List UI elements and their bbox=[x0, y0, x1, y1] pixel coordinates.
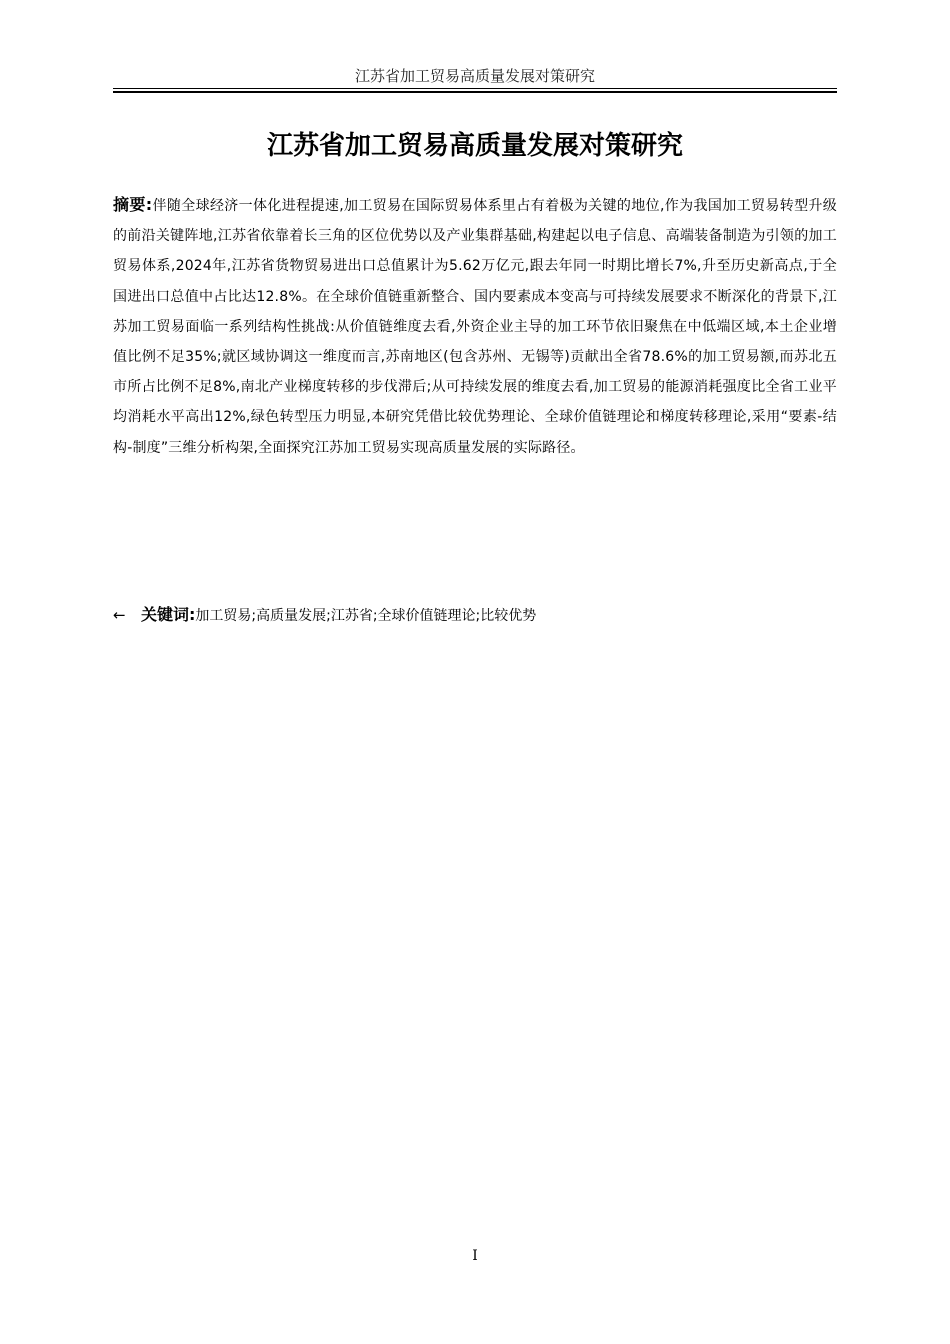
page-number: I bbox=[472, 1248, 478, 1264]
abstract-label: 摘要: bbox=[113, 195, 153, 214]
return-arrow-icon: ← bbox=[113, 606, 126, 624]
document-title: 江苏省加工贸易高质量发展对策研究 bbox=[266, 131, 683, 161]
keywords-label: 关键词: bbox=[141, 605, 196, 624]
keywords-text: 加工贸易;高质量发展;江苏省;全球价值链理论;比较优势 bbox=[195, 608, 537, 624]
abstract-text: 伴随全球经济一体化进程提速,加工贸易在国际贸易体系里占有着极为关键的地位,作为我国加工贸易转型升级的前沿关键阵地,江苏省依靠着长三角的区位优势以及产业集群基础,构建起以电子信息、高端装备制造为引领的加工贸易体系,2024年,江苏省货物贸易进出口总值累计为5.62万亿元,跟去年同一时期比增长7%,升至历史新高点,于全国进出口总值中占比达12.8%。在全球价值链重新整合、国内要素成本变高与可持续发展要求不断深化的背景下,江苏加工贸易面临一系列结构性挑战:从价值链维度去看,外资企业主导的加工环节依旧聚焦在中低端区域,本土企业增值比例不足35%;就区域协调这一维度而言,苏南地区(包含苏州、无锡等)贡献出全省78.6%的加工贸易额,而苏北五市所占比例不足8%,南北产业梯度转移的步伐滞后;从可持续发展的维度去看,加工贸易的能源消耗强度比全省工业平均消耗水平高出12%,绿色转型压力明显,本研究凭借比较优势理论、全球价值链理论和梯度转移理论,采用“要素-结构-制度”三维分析构架,全面探究江苏加工贸易实现高质量发展的实际路径。 bbox=[113, 198, 837, 456]
abstract-paragraph bbox=[113, 190, 837, 463]
header-rule-thick bbox=[113, 91, 837, 93]
keywords-line bbox=[113, 600, 837, 631]
header-rule-thin bbox=[113, 88, 837, 89]
running-header: 江苏省加工贸易高质量发展对策研究 bbox=[354, 67, 595, 85]
